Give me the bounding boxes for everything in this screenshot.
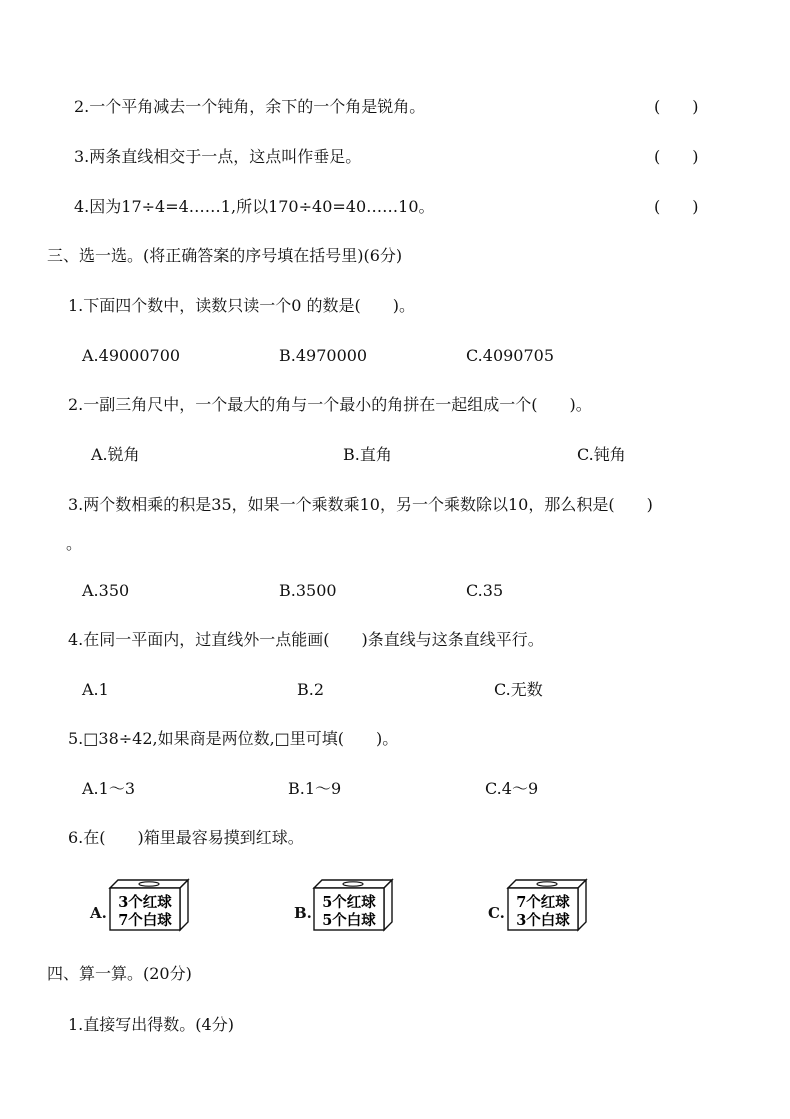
- section3-q2-option-a[interactable]: A.锐角: [91, 445, 140, 464]
- box-line2: 3个白球: [516, 912, 570, 929]
- section3-q5-option-a[interactable]: A.1～3: [82, 779, 136, 798]
- option-label: C.: [488, 904, 505, 922]
- section3-q1-option-c[interactable]: C.4090705: [466, 346, 555, 365]
- section3-q5-option-c[interactable]: C.4～9: [485, 779, 539, 798]
- section3-q3-option-b[interactable]: B.3500: [279, 581, 337, 600]
- section3-q3-option-c[interactable]: C.35: [466, 581, 504, 600]
- option-label: A.: [90, 904, 107, 922]
- option-label: B.: [294, 904, 312, 922]
- section3-q1-option-b[interactable]: B.4970000: [279, 346, 368, 365]
- box-line1: 3个红球: [118, 894, 172, 911]
- judge-q4-text: 4.因为17÷4=4……1,所以170÷40=40……10。: [74, 197, 435, 216]
- section4-heading: 四、算一算。(20分): [47, 964, 192, 983]
- section3-q4-option-a[interactable]: A.1: [82, 680, 109, 699]
- judge-q2-answer-paren[interactable]: ( ): [654, 97, 699, 116]
- section3-q3-text: 3.两个数相乘的积是35，如果一个乘数乘10，另一个乘数除以10，那么积是( ): [68, 495, 653, 514]
- section3-q2-option-b[interactable]: B.直角: [343, 445, 392, 464]
- judge-q2-text: 2.一个平角减去一个钝角，余下的一个角是锐角。: [74, 97, 426, 116]
- box-line2: 7个白球: [118, 912, 172, 929]
- section3-q4-text: 4.在同一平面内，过直线外一点能画( )条直线与这条直线平行。: [68, 630, 544, 649]
- section3-q5-option-b[interactable]: B.1～9: [288, 779, 342, 798]
- box-line2: 5个白球: [322, 912, 376, 929]
- judge-q3-answer-paren[interactable]: ( ): [654, 147, 699, 166]
- section3-q3-option-a[interactable]: A.350: [82, 581, 130, 600]
- section3-q4-option-b[interactable]: B.2: [297, 680, 325, 699]
- ball-box-icon: [506, 878, 588, 932]
- section3-q1-option-a[interactable]: A.49000700: [82, 346, 181, 365]
- section3-q1-text: 1.下面四个数中，读数只读一个0 的数是( )。: [68, 296, 416, 315]
- section3-q6-text: 6.在( )箱里最容易摸到红球。: [68, 828, 304, 847]
- ball-box-icon: [312, 878, 394, 932]
- ball-box-icon: [108, 878, 190, 932]
- section3-q6-option-c[interactable]: [488, 878, 598, 938]
- section3-q6-option-a[interactable]: [90, 878, 200, 938]
- judge-q4-answer-paren[interactable]: ( ): [654, 197, 699, 216]
- judge-q3-text: 3.两条直线相交于一点，这点叫作垂足。: [74, 147, 362, 166]
- section3-q6-option-b[interactable]: [294, 878, 404, 938]
- section3-q5-text: 5.□38÷42,如果商是两位数,□里可填( )。: [68, 729, 399, 748]
- section4-q1-text: 1.直接写出得数。(4分): [68, 1015, 234, 1034]
- section3-q2-option-c[interactable]: C.钝角: [577, 445, 626, 464]
- section3-q4-option-c[interactable]: C.无数: [494, 680, 543, 699]
- section3-q2-text: 2.一副三角尺中，一个最大的角与一个最小的角拼在一起组成一个( )。: [68, 395, 592, 414]
- section3-q3-text-cont: 。: [66, 534, 83, 553]
- box-line1: 7个红球: [516, 894, 570, 911]
- section3-heading: 三、选一选。(将正确答案的序号填在括号里)(6分): [47, 246, 403, 265]
- box-line1: 5个红球: [322, 894, 376, 911]
